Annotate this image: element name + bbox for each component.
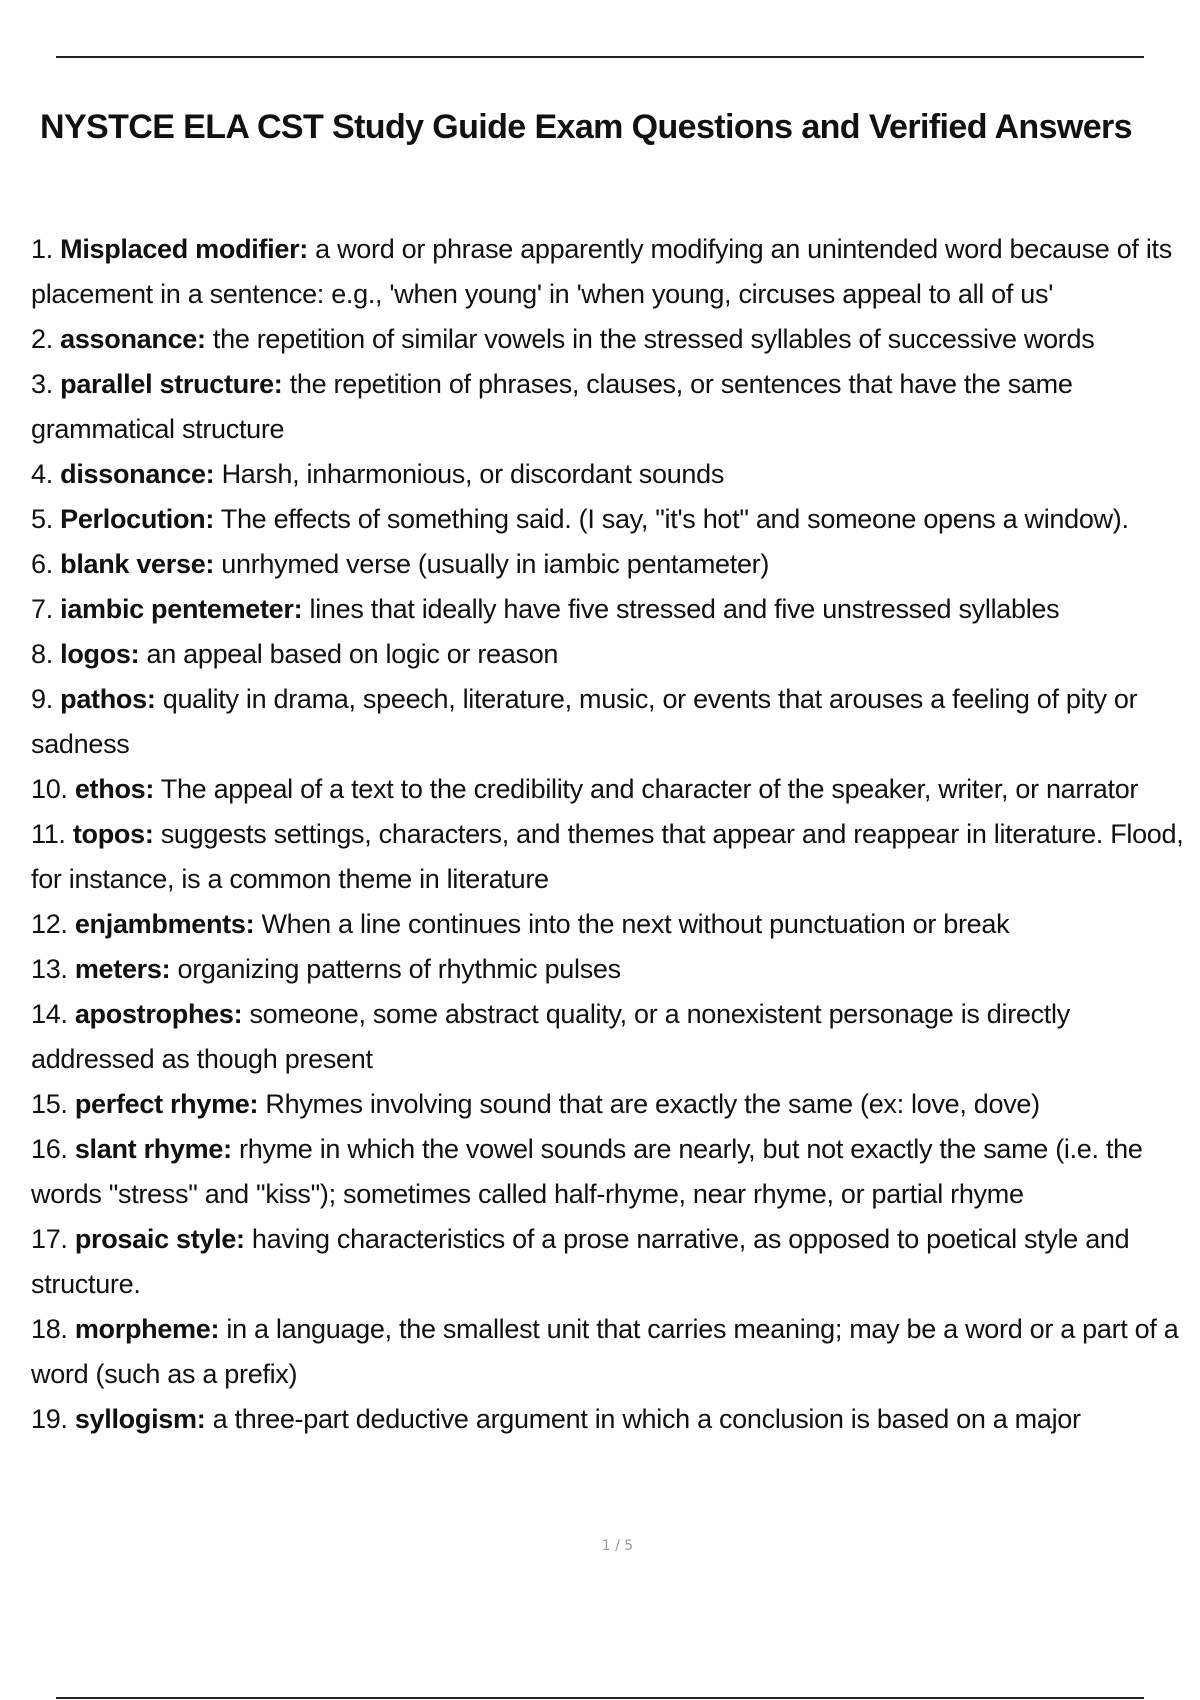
item-number: 2.: [31, 324, 53, 354]
item-term: parallel structure:: [60, 369, 283, 399]
item-definition: the repetition of similar vowels in the stressed syllables of successive words: [205, 324, 1095, 354]
item-number: 10.: [31, 774, 68, 804]
item-number: 4.: [31, 459, 53, 489]
item-definition: Harsh, inharmonious, or discordant sounds: [214, 459, 725, 489]
item-number: 19.: [31, 1404, 68, 1434]
list-item-15: [31, 1082, 1200, 1127]
item-number: 6.: [31, 549, 53, 579]
item-term: topos:: [72, 819, 154, 849]
list-item-2: [31, 317, 1200, 362]
list-item-11: [31, 812, 1200, 902]
item-term: slant rhyme:: [74, 1134, 232, 1164]
list-item-1: [31, 227, 1200, 317]
item-definition: quality in drama, speech, literature, music, or events that arouses a feeling of pity or sadness: [31, 684, 1138, 759]
item-definition: The appeal of a text to the credibility and character of the speaker, writer, or narrator: [154, 774, 1139, 804]
item-number: 1.: [31, 234, 53, 264]
item-number: 11.: [31, 819, 66, 849]
item-number: 9.: [31, 684, 53, 714]
term-list: [31, 227, 1200, 1442]
top-rule: [56, 56, 1144, 58]
item-number: 7.: [31, 594, 53, 624]
list-item-10: [31, 767, 1200, 812]
item-term: dissonance:: [60, 459, 215, 489]
item-number: 15.: [31, 1089, 68, 1119]
item-number: 17.: [31, 1224, 68, 1254]
item-definition: a word or phrase apparently modifying an unintended word because of its placement in a sentence: e.g., 'when young' in 'when young, circuses appeal to all of us': [31, 234, 1172, 309]
item-definition: When a line continues into the next without punctuation or break: [254, 909, 1010, 939]
item-definition: The effects of something said. (I say, "it's hot" and someone opens a window).: [214, 504, 1129, 534]
item-number: 13.: [31, 954, 68, 984]
list-item-6: [31, 542, 1200, 587]
list-item-3: [31, 362, 1200, 452]
page-indicator: 1 / 5: [601, 1538, 634, 1554]
item-term: blank verse:: [60, 549, 215, 579]
item-term: Perlocution:: [60, 504, 215, 534]
item-term: iambic pentemeter:: [60, 594, 303, 624]
list-item-14: [31, 992, 1200, 1082]
item-term: prosaic style:: [74, 1224, 245, 1254]
item-definition: rhyme in which the vowel sounds are nearly, but not exactly the same (i.e. the words "stress" and "kiss"); sometimes called half-rhyme, near rhyme, or partial rhyme: [31, 1134, 1143, 1209]
item-definition: unrhymed verse (usually in iambic pentameter): [214, 549, 770, 579]
bottom-rule: [56, 1697, 1144, 1699]
item-term: pathos:: [60, 684, 156, 714]
list-item-19: [31, 1397, 1200, 1442]
list-item-4: [31, 452, 1200, 497]
item-term: logos:: [60, 639, 140, 669]
item-term: assonance:: [60, 324, 206, 354]
item-number: 14.: [31, 999, 68, 1029]
item-definition: having characteristics of a prose narrative, as opposed to poetical style and structure.: [31, 1224, 1130, 1299]
item-term: Misplaced modifier:: [60, 234, 308, 264]
item-definition: an appeal based on logic or reason: [139, 639, 559, 669]
item-number: 5.: [31, 504, 53, 534]
item-number: 12.: [31, 909, 68, 939]
list-item-13: [31, 947, 1200, 992]
item-term: enjambments:: [74, 909, 255, 939]
list-item-17: [31, 1217, 1200, 1307]
item-term: perfect rhyme:: [74, 1089, 259, 1119]
page-title: NYSTCE ELA CST Study Guide Exam Questions and Verified Answers: [40, 108, 1132, 146]
item-definition: the repetition of phrases, clauses, or sentences that have the same grammatical structure: [31, 369, 1073, 444]
list-item-8: [31, 632, 1200, 677]
list-item-12: [31, 902, 1200, 947]
item-definition: someone, some abstract quality, or a nonexistent personage is directly addressed as though present: [31, 999, 1070, 1074]
item-term: meters:: [74, 954, 171, 984]
item-term: ethos:: [74, 774, 155, 804]
item-number: 16.: [31, 1134, 68, 1164]
item-number: 3.: [31, 369, 53, 399]
item-definition: suggests settings, characters, and themes that appear and reappear in literature. Flood, for instance, is a common theme in literature: [31, 819, 1184, 894]
list-item-9: [31, 677, 1200, 767]
item-number: 18.: [31, 1314, 68, 1344]
item-term: morpheme:: [74, 1314, 220, 1344]
list-item-16: [31, 1127, 1200, 1217]
item-definition: Rhymes involving sound that are exactly the same (ex: love, dove): [258, 1089, 1040, 1119]
list-item-5: [31, 497, 1200, 542]
item-definition: lines that ideally have five stressed and five unstressed syllables: [302, 594, 1060, 624]
item-definition: organizing patterns of rhythmic pulses: [170, 954, 621, 984]
item-term: apostrophes:: [74, 999, 243, 1029]
list-item-7: [31, 587, 1200, 632]
item-definition: a three-part deductive argument in which a conclusion is based on a major: [205, 1404, 1081, 1434]
item-definition: in a language, the smallest unit that carries meaning; may be a word or a part of a word (such as a prefix): [31, 1314, 1179, 1389]
item-term: syllogism:: [74, 1404, 206, 1434]
item-number: 8.: [31, 639, 53, 669]
list-item-18: [31, 1307, 1200, 1397]
